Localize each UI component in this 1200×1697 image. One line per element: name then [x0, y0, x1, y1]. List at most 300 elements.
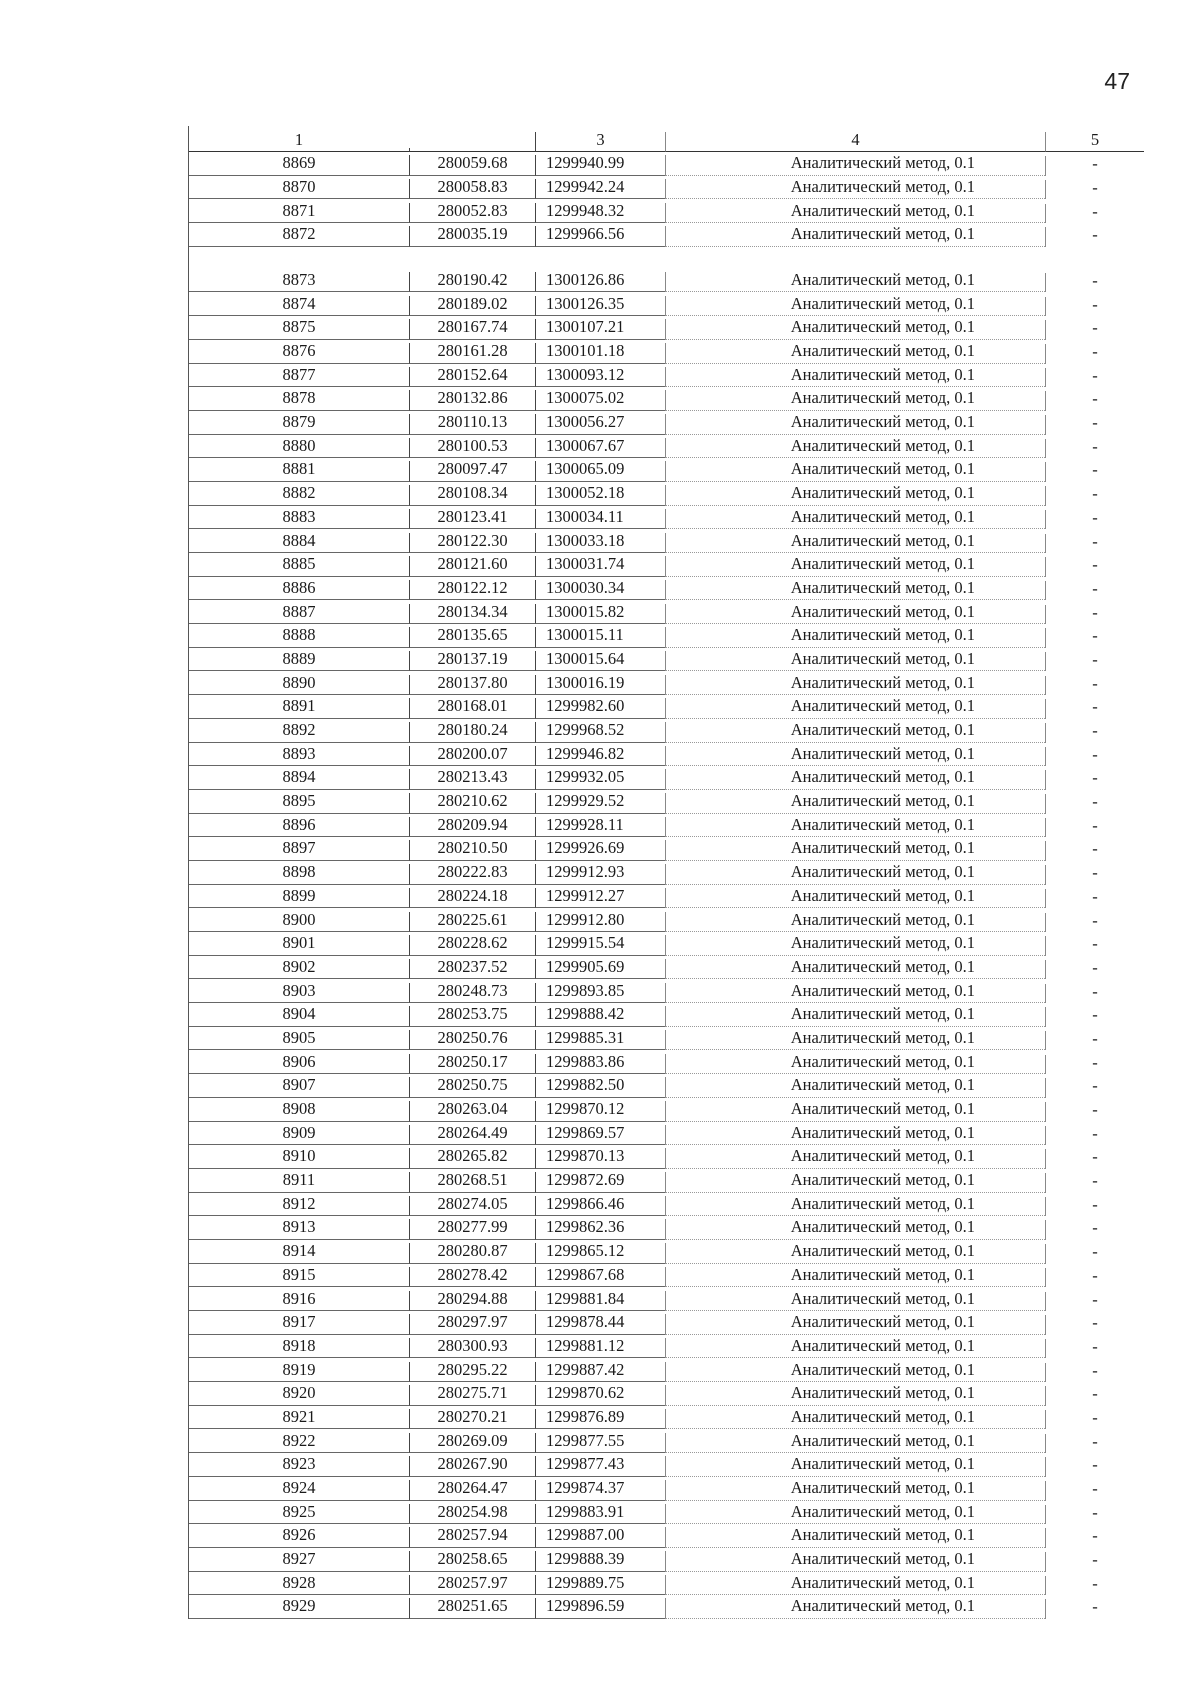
point-number-cell: 8870 — [189, 179, 409, 200]
point-number-cell: 8869 — [189, 155, 409, 176]
method-cell: Аналитический метод, 0.1 — [665, 1480, 1045, 1501]
y-coordinate-cell: 1299887.42 — [535, 1362, 665, 1383]
y-coordinate-cell: 1299940.99 — [535, 155, 665, 176]
point-number-cell: 8890 — [189, 675, 409, 696]
table-row — [189, 885, 1144, 909]
col5-cell: - — [1045, 368, 1144, 388]
col5-cell: - — [1045, 865, 1144, 885]
method-cell: Аналитический метод, 0.1 — [665, 155, 1045, 176]
x-coordinate-cell: 280275.71 — [409, 1385, 535, 1406]
x-coordinate-cell: 280108.34 — [409, 485, 535, 506]
table-group-1 — [189, 152, 1144, 247]
x-coordinate-cell: 280110.13 — [409, 414, 535, 435]
table-row — [189, 1264, 1144, 1288]
method-cell: Аналитический метод, 0.1 — [665, 1527, 1045, 1548]
y-coordinate-cell: 1299870.13 — [535, 1148, 665, 1169]
x-coordinate-cell: 280122.30 — [409, 533, 535, 554]
x-coordinate-cell: 280059.68 — [409, 155, 535, 176]
table-row — [189, 790, 1144, 814]
x-coordinate-cell: 280251.65 — [409, 1598, 535, 1619]
table-row — [189, 1548, 1144, 1572]
y-coordinate-cell: 1299929.52 — [535, 793, 665, 814]
point-number-cell: 8900 — [189, 912, 409, 933]
y-coordinate-cell: 1299926.69 — [535, 840, 665, 861]
y-coordinate-cell: 1299881.84 — [535, 1291, 665, 1312]
x-coordinate-cell: 280123.41 — [409, 509, 535, 530]
point-number-cell: 8912 — [189, 1196, 409, 1217]
point-number-cell: 8915 — [189, 1267, 409, 1288]
x-coordinate-cell: 280137.19 — [409, 651, 535, 672]
point-number-cell: 8922 — [189, 1433, 409, 1454]
method-cell: Аналитический метод, 0.1 — [665, 1125, 1045, 1146]
table-row — [189, 956, 1144, 980]
point-number-cell: 8923 — [189, 1456, 409, 1477]
point-number-cell: 8926 — [189, 1527, 409, 1548]
method-cell: Аналитический метод, 0.1 — [665, 556, 1045, 577]
method-cell: Аналитический метод, 0.1 — [665, 1314, 1045, 1335]
method-cell: Аналитический метод, 0.1 — [665, 793, 1045, 814]
point-number-cell: 8879 — [189, 414, 409, 435]
x-coordinate-cell: 280132.86 — [409, 390, 535, 411]
method-cell: Аналитический метод, 0.1 — [665, 533, 1045, 554]
table-row — [189, 1311, 1144, 1335]
y-coordinate-cell: 1299881.12 — [535, 1338, 665, 1359]
col5-cell: - — [1045, 1410, 1144, 1430]
header-col-2 — [409, 148, 535, 152]
x-coordinate-cell: 280264.49 — [409, 1125, 535, 1146]
header-col-5: 5 — [1045, 132, 1144, 153]
col5-cell: - — [1045, 1268, 1144, 1288]
method-cell: Аналитический метод, 0.1 — [665, 1243, 1045, 1264]
y-coordinate-cell: 1299865.12 — [535, 1243, 665, 1264]
col5-cell: - — [1045, 723, 1144, 743]
header-col-3: 3 — [535, 132, 665, 153]
table-row — [189, 553, 1144, 577]
x-coordinate-cell: 280210.62 — [409, 793, 535, 814]
method-cell: Аналитический метод, 0.1 — [665, 604, 1045, 625]
col5-cell: - — [1045, 273, 1144, 293]
table-row — [189, 1074, 1144, 1098]
point-number-cell: 8906 — [189, 1054, 409, 1075]
x-coordinate-cell: 280225.61 — [409, 912, 535, 933]
point-number-cell: 8886 — [189, 580, 409, 601]
y-coordinate-cell: 1299862.36 — [535, 1219, 665, 1240]
table-row — [189, 316, 1144, 340]
col5-cell: - — [1045, 676, 1144, 696]
y-coordinate-cell: 1299888.42 — [535, 1006, 665, 1027]
col5-cell: - — [1045, 605, 1144, 625]
y-coordinate-cell: 1300065.09 — [535, 461, 665, 482]
method-cell: Аналитический метод, 0.1 — [665, 203, 1045, 224]
x-coordinate-cell: 280264.47 — [409, 1480, 535, 1501]
col5-cell: - — [1045, 1339, 1144, 1359]
y-coordinate-cell: 1299912.93 — [535, 864, 665, 885]
table-row — [189, 814, 1144, 838]
y-coordinate-cell: 1299870.62 — [535, 1385, 665, 1406]
method-cell: Аналитический метод, 0.1 — [665, 1362, 1045, 1383]
table-row — [189, 1501, 1144, 1525]
method-cell: Аналитический метод, 0.1 — [665, 1433, 1045, 1454]
point-number-cell: 8873 — [189, 272, 409, 293]
method-cell: Аналитический метод, 0.1 — [665, 651, 1045, 672]
point-number-cell: 8919 — [189, 1362, 409, 1383]
table-row — [189, 719, 1144, 743]
col5-cell: - — [1045, 1220, 1144, 1240]
table-row — [189, 1098, 1144, 1122]
y-coordinate-cell: 1299883.91 — [535, 1504, 665, 1525]
table-row — [189, 1382, 1144, 1406]
method-cell: Аналитический метод, 0.1 — [665, 1054, 1045, 1075]
y-coordinate-cell: 1299912.27 — [535, 888, 665, 909]
x-coordinate-cell: 280224.18 — [409, 888, 535, 909]
col5-cell: - — [1045, 534, 1144, 554]
col5-cell: - — [1045, 297, 1144, 317]
y-coordinate-cell: 1299869.57 — [535, 1125, 665, 1146]
y-coordinate-cell: 1299912.80 — [535, 912, 665, 933]
method-cell: Аналитический метод, 0.1 — [665, 1148, 1045, 1169]
y-coordinate-cell: 1300101.18 — [535, 343, 665, 364]
point-number-cell: 8896 — [189, 817, 409, 838]
y-coordinate-cell: 1300034.11 — [535, 509, 665, 530]
method-cell: Аналитический метод, 0.1 — [665, 1456, 1045, 1477]
point-number-cell: 8888 — [189, 627, 409, 648]
y-coordinate-cell: 1299905.69 — [535, 959, 665, 980]
table-row — [189, 932, 1144, 956]
point-number-cell: 8904 — [189, 1006, 409, 1027]
point-number-cell: 8883 — [189, 509, 409, 530]
table-row — [189, 624, 1144, 648]
table-row — [189, 1524, 1144, 1548]
col5-cell: - — [1045, 913, 1144, 933]
x-coordinate-cell: 280294.88 — [409, 1291, 535, 1312]
col5-cell: - — [1045, 818, 1144, 838]
method-cell: Аналитический метод, 0.1 — [665, 840, 1045, 861]
y-coordinate-cell: 1299877.55 — [535, 1433, 665, 1454]
x-coordinate-cell: 280228.62 — [409, 935, 535, 956]
y-coordinate-cell: 1300031.74 — [535, 556, 665, 577]
x-coordinate-cell: 280167.74 — [409, 319, 535, 340]
table-row — [189, 176, 1144, 200]
col5-cell: - — [1045, 1481, 1144, 1501]
method-cell: Аналитический метод, 0.1 — [665, 343, 1045, 364]
col5-cell: - — [1045, 1078, 1144, 1098]
y-coordinate-cell: 1299928.11 — [535, 817, 665, 838]
col5-cell: - — [1045, 1363, 1144, 1383]
x-coordinate-cell: 280168.01 — [409, 698, 535, 719]
x-coordinate-cell: 280257.97 — [409, 1575, 535, 1596]
y-coordinate-cell: 1300067.67 — [535, 438, 665, 459]
x-coordinate-cell: 280270.21 — [409, 1409, 535, 1430]
point-number-cell: 8895 — [189, 793, 409, 814]
method-cell: Аналитический метод, 0.1 — [665, 1291, 1045, 1312]
x-coordinate-cell: 280254.98 — [409, 1504, 535, 1525]
method-cell: Аналитический метод, 0.1 — [665, 1219, 1045, 1240]
point-number-cell: 8874 — [189, 296, 409, 317]
col5-cell: - — [1045, 581, 1144, 601]
x-coordinate-cell: 280258.65 — [409, 1551, 535, 1572]
table-row — [189, 1477, 1144, 1501]
method-cell: Аналитический метод, 0.1 — [665, 817, 1045, 838]
y-coordinate-cell: 1299896.59 — [535, 1598, 665, 1619]
x-coordinate-cell: 280035.19 — [409, 226, 535, 247]
method-cell: Аналитический метод, 0.1 — [665, 1030, 1045, 1051]
table-row — [189, 1145, 1144, 1169]
x-coordinate-cell: 280268.51 — [409, 1172, 535, 1193]
table-row — [189, 199, 1144, 223]
point-number-cell: 8916 — [189, 1291, 409, 1312]
table-row — [189, 837, 1144, 861]
x-coordinate-cell: 280097.47 — [409, 461, 535, 482]
method-cell: Аналитический метод, 0.1 — [665, 983, 1045, 1004]
point-number-cell: 8875 — [189, 319, 409, 340]
method-cell: Аналитический метод, 0.1 — [665, 1196, 1045, 1217]
header-col-1: 1 — [189, 132, 409, 153]
point-number-cell: 8918 — [189, 1338, 409, 1359]
col5-cell: - — [1045, 1007, 1144, 1027]
x-coordinate-cell: 280100.53 — [409, 438, 535, 459]
point-number-cell: 8903 — [189, 983, 409, 1004]
col5-cell: - — [1045, 486, 1144, 506]
method-cell: Аналитический метод, 0.1 — [665, 1504, 1045, 1525]
col5-cell: - — [1045, 747, 1144, 767]
y-coordinate-cell: 1300107.21 — [535, 319, 665, 340]
point-number-cell: 8878 — [189, 390, 409, 411]
y-coordinate-cell: 1300126.35 — [535, 296, 665, 317]
table-row — [189, 292, 1144, 316]
y-coordinate-cell: 1299874.37 — [535, 1480, 665, 1501]
col5-cell: - — [1045, 462, 1144, 482]
method-cell: Аналитический метод, 0.1 — [665, 888, 1045, 909]
x-coordinate-cell: 280222.83 — [409, 864, 535, 885]
table-row — [189, 506, 1144, 530]
table-row — [189, 364, 1144, 388]
col5-cell: - — [1045, 770, 1144, 790]
y-coordinate-cell: 1300033.18 — [535, 533, 665, 554]
point-number-cell: 8927 — [189, 1551, 409, 1572]
table-row — [189, 671, 1144, 695]
method-cell: Аналитический метод, 0.1 — [665, 1006, 1045, 1027]
table-row — [189, 529, 1144, 553]
x-coordinate-cell: 280058.83 — [409, 179, 535, 200]
col5-cell: - — [1045, 439, 1144, 459]
point-number-cell: 8893 — [189, 746, 409, 767]
col5-cell: - — [1045, 415, 1144, 435]
method-cell: Аналитический метод, 0.1 — [665, 1172, 1045, 1193]
col5-cell: - — [1045, 1055, 1144, 1075]
y-coordinate-cell: 1300016.19 — [535, 675, 665, 696]
point-number-cell: 8877 — [189, 367, 409, 388]
y-coordinate-cell: 1299878.44 — [535, 1314, 665, 1335]
method-cell: Аналитический метод, 0.1 — [665, 1575, 1045, 1596]
point-number-cell: 8920 — [189, 1385, 409, 1406]
point-number-cell: 8899 — [189, 888, 409, 909]
table-row — [189, 1193, 1144, 1217]
point-number-cell: 8884 — [189, 533, 409, 554]
y-coordinate-cell: 1299915.54 — [535, 935, 665, 956]
x-coordinate-cell: 280189.02 — [409, 296, 535, 317]
col5-cell: - — [1045, 180, 1144, 200]
x-coordinate-cell: 280200.07 — [409, 746, 535, 767]
col5-cell: - — [1045, 889, 1144, 909]
table-row — [189, 979, 1144, 1003]
table-row — [189, 1358, 1144, 1382]
method-cell: Аналитический метод, 0.1 — [665, 485, 1045, 506]
x-coordinate-cell: 280137.80 — [409, 675, 535, 696]
method-cell: Аналитический метод, 0.1 — [665, 226, 1045, 247]
x-coordinate-cell: 280210.50 — [409, 840, 535, 861]
point-number-cell: 8898 — [189, 864, 409, 885]
group-separator — [189, 247, 1144, 269]
point-number-cell: 8914 — [189, 1243, 409, 1264]
point-number-cell: 8887 — [189, 604, 409, 625]
col5-cell: - — [1045, 320, 1144, 340]
method-cell: Аналитический метод, 0.1 — [665, 390, 1045, 411]
table-row — [189, 1003, 1144, 1027]
table-row — [189, 340, 1144, 364]
col5-cell: - — [1045, 1292, 1144, 1312]
x-coordinate-cell: 280161.28 — [409, 343, 535, 364]
table-row — [189, 1406, 1144, 1430]
method-cell: Аналитический метод, 0.1 — [665, 1551, 1045, 1572]
y-coordinate-cell: 1299867.68 — [535, 1267, 665, 1288]
y-coordinate-cell: 1299893.85 — [535, 983, 665, 1004]
table-row — [189, 152, 1144, 176]
col5-cell: - — [1045, 1031, 1144, 1051]
method-cell: Аналитический метод, 0.1 — [665, 319, 1045, 340]
point-number-cell: 8891 — [189, 698, 409, 719]
y-coordinate-cell: 1300052.18 — [535, 485, 665, 506]
y-coordinate-cell: 1299888.39 — [535, 1551, 665, 1572]
x-coordinate-cell: 280213.43 — [409, 769, 535, 790]
x-coordinate-cell: 280250.76 — [409, 1030, 535, 1051]
col5-cell: - — [1045, 1505, 1144, 1525]
point-number-cell: 8901 — [189, 935, 409, 956]
point-number-cell: 8881 — [189, 461, 409, 482]
x-coordinate-cell: 280237.52 — [409, 959, 535, 980]
point-number-cell: 8905 — [189, 1030, 409, 1051]
method-cell: Аналитический метод, 0.1 — [665, 367, 1045, 388]
method-cell: Аналитический метод, 0.1 — [665, 1267, 1045, 1288]
point-number-cell: 8872 — [189, 226, 409, 247]
x-coordinate-cell: 280280.87 — [409, 1243, 535, 1264]
x-coordinate-cell: 280209.94 — [409, 817, 535, 838]
method-cell: Аналитический метод, 0.1 — [665, 935, 1045, 956]
y-coordinate-cell: 1299870.12 — [535, 1101, 665, 1122]
col5-cell: - — [1045, 1126, 1144, 1146]
point-number-cell: 8876 — [189, 343, 409, 364]
col5-cell: - — [1045, 1552, 1144, 1572]
col5-cell: - — [1045, 936, 1144, 956]
x-coordinate-cell: 280135.65 — [409, 627, 535, 648]
col5-cell: - — [1045, 1528, 1144, 1548]
col5-cell: - — [1045, 510, 1144, 530]
col5-cell: - — [1045, 344, 1144, 364]
method-cell: Аналитический метод, 0.1 — [665, 746, 1045, 767]
y-coordinate-cell: 1300126.86 — [535, 272, 665, 293]
x-coordinate-cell: 280295.22 — [409, 1362, 535, 1383]
col5-cell: - — [1045, 1386, 1144, 1406]
col5-cell: - — [1045, 841, 1144, 861]
col5-cell: - — [1045, 1434, 1144, 1454]
table-row — [189, 600, 1144, 624]
point-number-cell: 8929 — [189, 1598, 409, 1619]
y-coordinate-cell: 1299883.86 — [535, 1054, 665, 1075]
col5-cell: - — [1045, 1315, 1144, 1335]
x-coordinate-cell: 280250.17 — [409, 1054, 535, 1075]
table-row — [189, 458, 1144, 482]
method-cell: Аналитический метод, 0.1 — [665, 675, 1045, 696]
coordinates-table — [188, 126, 1144, 1619]
method-cell: Аналитический метод, 0.1 — [665, 698, 1045, 719]
point-number-cell: 8889 — [189, 651, 409, 672]
x-coordinate-cell: 280152.64 — [409, 367, 535, 388]
col5-cell: - — [1045, 794, 1144, 814]
y-coordinate-cell: 1300015.82 — [535, 604, 665, 625]
y-coordinate-cell: 1299932.05 — [535, 769, 665, 790]
y-coordinate-cell: 1300075.02 — [535, 390, 665, 411]
table-row — [189, 1240, 1144, 1264]
method-cell: Аналитический метод, 0.1 — [665, 769, 1045, 790]
y-coordinate-cell: 1299872.69 — [535, 1172, 665, 1193]
point-number-cell: 8911 — [189, 1172, 409, 1193]
col5-cell: - — [1045, 1102, 1144, 1122]
table-row — [189, 482, 1144, 506]
y-coordinate-cell: 1299885.31 — [535, 1030, 665, 1051]
x-coordinate-cell: 280277.99 — [409, 1219, 535, 1240]
col5-cell: - — [1045, 156, 1144, 176]
method-cell: Аналитический метод, 0.1 — [665, 1409, 1045, 1430]
y-coordinate-cell: 1299889.75 — [535, 1575, 665, 1596]
x-coordinate-cell: 280253.75 — [409, 1006, 535, 1027]
table-row — [189, 411, 1144, 435]
point-number-cell: 8925 — [189, 1504, 409, 1525]
method-cell: Аналитический метод, 0.1 — [665, 1101, 1045, 1122]
x-coordinate-cell: 280300.93 — [409, 1338, 535, 1359]
method-cell: Аналитический метод, 0.1 — [665, 296, 1045, 317]
col5-cell: - — [1045, 984, 1144, 1004]
point-number-cell: 8902 — [189, 959, 409, 980]
table-row — [189, 766, 1144, 790]
col5-cell: - — [1045, 1173, 1144, 1193]
method-cell: Аналитический метод, 0.1 — [665, 414, 1045, 435]
method-cell: Аналитический метод, 0.1 — [665, 912, 1045, 933]
x-coordinate-cell: 280052.83 — [409, 203, 535, 224]
table-row — [189, 577, 1144, 601]
x-coordinate-cell: 280250.75 — [409, 1077, 535, 1098]
point-number-cell: 8885 — [189, 556, 409, 577]
y-coordinate-cell: 1299942.24 — [535, 179, 665, 200]
point-number-cell: 8913 — [189, 1219, 409, 1240]
col5-cell: - — [1045, 1197, 1144, 1217]
point-number-cell: 8910 — [189, 1148, 409, 1169]
method-cell: Аналитический метод, 0.1 — [665, 959, 1045, 980]
y-coordinate-cell: 1300015.64 — [535, 651, 665, 672]
method-cell: Аналитический метод, 0.1 — [665, 627, 1045, 648]
point-number-cell: 8917 — [189, 1314, 409, 1335]
x-coordinate-cell: 280297.97 — [409, 1314, 535, 1335]
header-col-4: 4 — [665, 132, 1045, 153]
y-coordinate-cell: 1299877.43 — [535, 1456, 665, 1477]
col5-cell: - — [1045, 652, 1144, 672]
y-coordinate-cell: 1300093.12 — [535, 367, 665, 388]
col5-cell: - — [1045, 1576, 1144, 1596]
x-coordinate-cell: 280269.09 — [409, 1433, 535, 1454]
col5-cell: - — [1045, 1149, 1144, 1169]
x-coordinate-cell: 280122.12 — [409, 580, 535, 601]
y-coordinate-cell: 1299968.52 — [535, 722, 665, 743]
table-row — [189, 1595, 1144, 1619]
table-row — [189, 1122, 1144, 1146]
